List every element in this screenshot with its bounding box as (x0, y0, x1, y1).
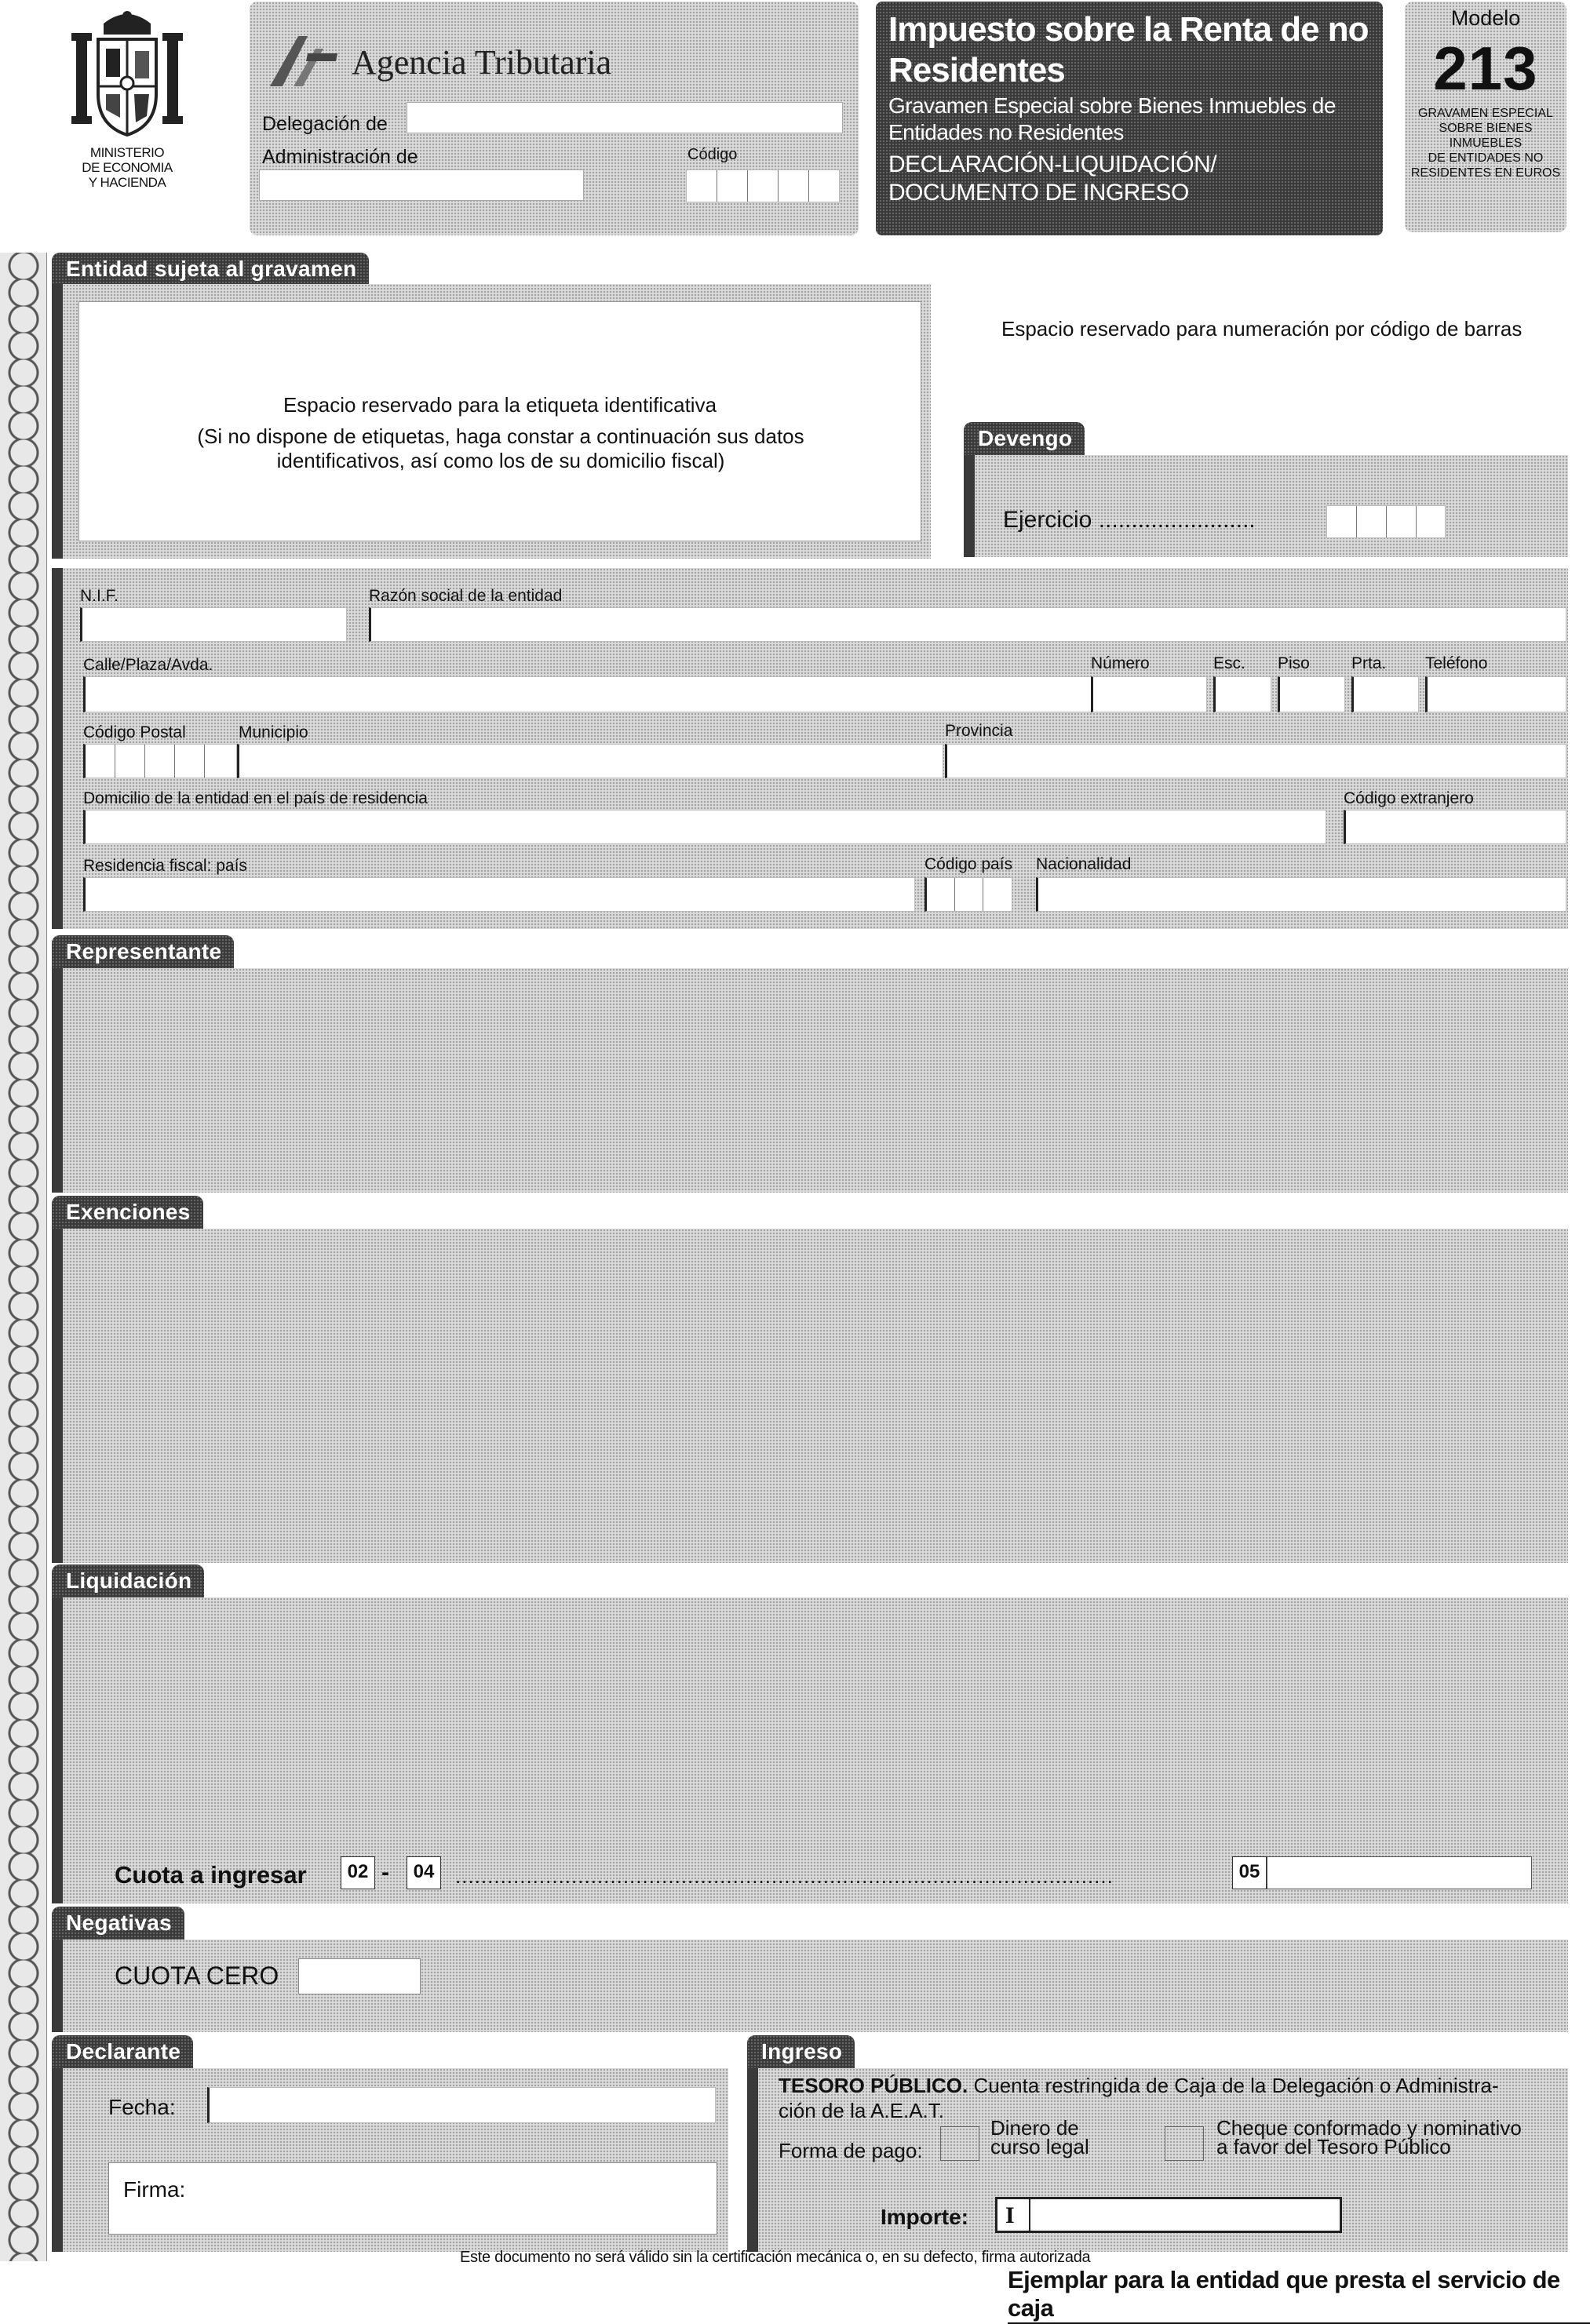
copy-destination: Ejemplar para la entidad que presta el servicio de caja (1008, 2266, 1590, 2324)
calle-label: Calle/Plaza/Avda. (83, 656, 213, 674)
codigo-pais-label: Código país (924, 855, 1013, 873)
razon-social-field[interactable] (369, 607, 1566, 642)
agency-header-box (250, 2, 859, 235)
piso-label: Piso (1278, 654, 1310, 672)
residencia-fiscal-field[interactable] (83, 877, 915, 912)
code-04-box: 04 (407, 1856, 441, 1889)
codigo-extranjero-label: Código extranjero (1344, 789, 1474, 807)
ministry-logo (49, 8, 206, 228)
leader-dots: ...................................................................................................... (455, 1864, 1114, 1888)
codigo-postal-label: Código Postal (83, 723, 186, 741)
ejercicio-label: Ejercicio ........................ (1003, 507, 1256, 533)
barcode-note: Espacio reservado para numeración por código de barras (1001, 317, 1523, 341)
tab-entidad: Entidad sujeta al gravamen (52, 253, 369, 286)
code-05-box: 05 (1232, 1856, 1267, 1889)
tab-declarante: Declarante (52, 2035, 193, 2068)
negativas-section (52, 1940, 1568, 2032)
codigo-extranjero-field[interactable] (1344, 810, 1566, 844)
residencia-fiscal-label: Residencia fiscal: país (83, 857, 247, 875)
provincia-field[interactable] (945, 744, 1566, 778)
entidad-data-section (52, 568, 1568, 929)
tesoro-text-1: Cuenta restringida de Caja de la Delegación o Administra- (973, 2074, 1499, 2097)
devengo-section (964, 455, 1568, 557)
euro-symbol-strip (0, 253, 47, 2261)
domicilio-pais-field[interactable] (83, 810, 1326, 844)
tab-devengo: Devengo (964, 422, 1085, 455)
ejercicio-digits-field[interactable] (1326, 505, 1446, 538)
label-area-note: (Si no dispone de etiquetas, haga constar a continuación sus datos identificativos, así como los de su domicilio fiscal) (197, 424, 804, 472)
nif-field[interactable] (80, 607, 347, 642)
form-type (888, 151, 1370, 207)
esc-label: Esc. (1213, 654, 1245, 672)
importe-divider (1029, 2199, 1030, 2231)
label-area[interactable] (78, 301, 921, 541)
modelo-box (1405, 2, 1566, 232)
tab-representante: Representante (52, 935, 234, 968)
cheque-label-line: Cheque conformado y nominativo (1216, 2116, 1522, 2140)
dinero-label-line: curso legal (990, 2135, 1089, 2158)
razon-social-label: Razón social de la entidad (369, 587, 563, 605)
importe-label: Importe: (881, 2205, 968, 2229)
delegacion-label: Delegación de (262, 113, 388, 135)
modelo-desc-line: SOBRE BIENES (1439, 122, 1533, 135)
cheque-label-line: a favor del Tesoro Público (1216, 2135, 1451, 2158)
modelo-desc-line: INMUEBLES (1449, 137, 1523, 150)
entidad-label-section (52, 284, 931, 559)
fecha-field[interactable] (207, 2087, 716, 2123)
modelo-desc-line: RESIDENTES EN EUROS (1410, 166, 1561, 180)
importe-prefix: I (1005, 2202, 1015, 2228)
tesoro-bold: TESORO PÚBLICO. (779, 2074, 968, 2097)
modelo-description (1405, 106, 1566, 180)
cheque-label (1216, 2118, 1522, 2156)
municipio-field[interactable] (237, 744, 943, 778)
coat-of-arms-icon (68, 8, 186, 141)
tab-negativas: Negativas (52, 1907, 184, 1940)
validity-note: Este documento no será válido sin la certificación mecánica o, en su defecto, firma autorizada (460, 2249, 1091, 2266)
dinero-label-line: Dinero de (990, 2116, 1079, 2140)
codigo-label: Código (687, 146, 738, 163)
cheque-checkbox[interactable] (1165, 2126, 1204, 2161)
numero-label: Número (1091, 654, 1150, 672)
codigo-postal-field[interactable] (83, 744, 237, 778)
modelo-label: Modelo (1450, 6, 1521, 30)
numero-field[interactable] (1091, 676, 1207, 712)
code-dash: - (381, 1860, 389, 1885)
modelo-desc-line: GRAVAMEN ESPECIAL (1418, 107, 1553, 120)
administracion-field[interactable] (259, 169, 584, 201)
ministry-line-2: DE ECONOMIA (82, 160, 173, 175)
administracion-label: Administración de (262, 146, 418, 168)
ministry-line-1: MINISTERIO (89, 145, 165, 160)
esc-field[interactable] (1213, 676, 1271, 712)
agency-tributaria-logo-icon (267, 31, 342, 89)
form-title-box (876, 2, 1383, 235)
domicilio-pais-label: Domicilio de la entidad en el país de residencia (83, 789, 428, 807)
agency-name: Agencia Tributaria (352, 43, 612, 82)
nif-label: N.I.F. (80, 587, 119, 605)
cuota-cero-label: CUOTA CERO (115, 1962, 279, 1990)
declarante-section (52, 2068, 728, 2252)
fecha-label: Fecha: (108, 2095, 176, 2119)
form-subtitle: Gravamen Especial sobre Bienes Inmuebles de Entidades no Residentes (888, 93, 1336, 144)
form-type-line-2: DOCUMENTO DE INGRESO (888, 180, 1189, 206)
tab-ingreso: Ingreso (747, 2035, 855, 2068)
modelo-desc-line: DE ENTIDADES NO (1428, 151, 1544, 165)
modelo-number: 213 (1433, 34, 1538, 103)
piso-field[interactable] (1278, 676, 1345, 712)
delegacion-field[interactable] (407, 102, 843, 133)
firma-label: Firma: (123, 2177, 186, 2202)
codigo-pais-field[interactable] (924, 877, 1012, 912)
forma-pago-label: Forma de pago: (779, 2139, 923, 2162)
tesoro-text-2: ción de la A.E.A.T. (779, 2099, 945, 2122)
tab-exenciones: Exenciones (52, 1196, 203, 1229)
code-02-box: 02 (341, 1856, 375, 1889)
cuota-ingresar-label: Cuota a ingresar (115, 1861, 307, 1889)
municipio-label: Municipio (239, 723, 308, 741)
label-area-title: Espacio reservado para la etiqueta identificativa (283, 393, 717, 417)
codigo-digits-field[interactable] (686, 169, 840, 202)
ministry-line-3: Y HACIENDA (88, 175, 166, 190)
representante-section[interactable] (52, 968, 1568, 1193)
firma-box[interactable] (108, 2162, 717, 2235)
calle-field[interactable] (83, 676, 1110, 712)
ingreso-section (747, 2068, 1568, 2252)
provincia-label: Provincia (945, 722, 1013, 740)
liquidacion-section (52, 1597, 1568, 1903)
tab-liquidacion: Liquidación (52, 1565, 204, 1597)
form-title: Impuesto sobre la Renta de no Residentes (888, 10, 1369, 89)
exenciones-section[interactable] (52, 1229, 1568, 1563)
cuota-amount-field[interactable] (1267, 1856, 1532, 1889)
dinero-checkbox[interactable] (940, 2126, 979, 2161)
nacionalidad-label: Nacionalidad (1036, 855, 1132, 873)
telefono-field[interactable] (1425, 676, 1566, 712)
form-type-line-1: DECLARACIÓN-LIQUIDACIÓN/ (888, 151, 1217, 177)
nacionalidad-field[interactable] (1036, 877, 1566, 912)
dinero-label (990, 2118, 1089, 2156)
cuota-cero-checkbox[interactable] (298, 1958, 421, 1994)
prta-field[interactable] (1351, 676, 1419, 712)
telefono-label: Teléfono (1425, 654, 1488, 672)
importe-field[interactable] (995, 2197, 1342, 2233)
prta-label: Prta. (1351, 654, 1387, 672)
